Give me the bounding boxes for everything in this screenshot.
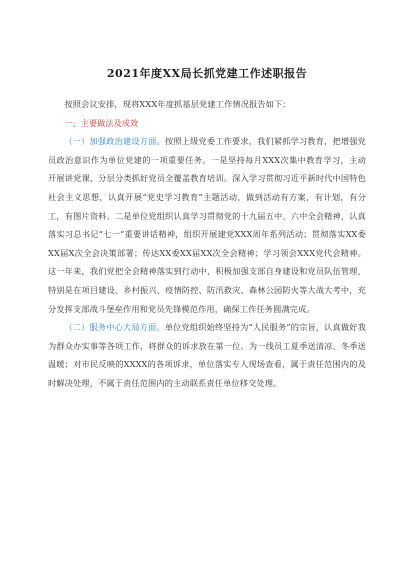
paragraph-serve-center-text: 单位党组织始终坚持为“人民服务”的宗旨，认真做好我为群众办实事等各项工作，将群众的诉求放在第一位。为一线员工夏季送清凉、冬季送温暖；对市民反映的XXXX的各项诉求，单位落实专人现场查看，属于责任范围内的及时解决处理，不属于责任范围内的主动联系责任单位移交处理。 [48, 322, 366, 388]
paragraph-political-construction [48, 132, 366, 318]
paragraph-political-construction-text: 按照上级党委工作要求，我们紧抓学习教育，把增强党员政治意识作为单位党建的一项重要任务。一是坚持每月XXX次集中教育学习，主动开展讲党课，分层分类抓好党员全覆盖教育培训。深入学习贯彻习近平新时代中国特色社会主义思想，认真开展“党史学习教育”主题活动，做到活动有方案，有计划，有分工，有图片资料。二是单位党组织认真学习贯彻党的十九届五中、六中全会精神，认真落实习总书记“七一”重要讲话精神，组织开展建党XXX周年系列活动；贯彻落实XX委XX届X次全会决策部署；传达XX委XX届XX次全会精神；学习领会XXX党代会精神。这一年来，我们党把全会精神落实到行动中，积极加强支部自身建设和党员队伍管理，特别是在项目建设、乡村振兴、疫情防控、防汛救灾、森林公园防火等大战大考中，充分发挥支部战斗堡垒作用和党员先锋模范作用，确保工作任务圆满完成。 [48, 136, 366, 314]
section-heading-main-practices: 一、主要做法及成效 [64, 117, 139, 128]
subheading-political-construction: （一）加强政治建设方面。 [64, 136, 165, 147]
subheading-serve-center: （二）服务中心大局方面。 [64, 322, 165, 333]
paragraph-serve-center [48, 318, 366, 392]
document-title: 2021年度XX局长抓党建工作述职报告 [106, 67, 308, 80]
intro-paragraph: 按照会议安排，现将XXX年度抓基层党建工作情况报告如下： [64, 99, 291, 109]
